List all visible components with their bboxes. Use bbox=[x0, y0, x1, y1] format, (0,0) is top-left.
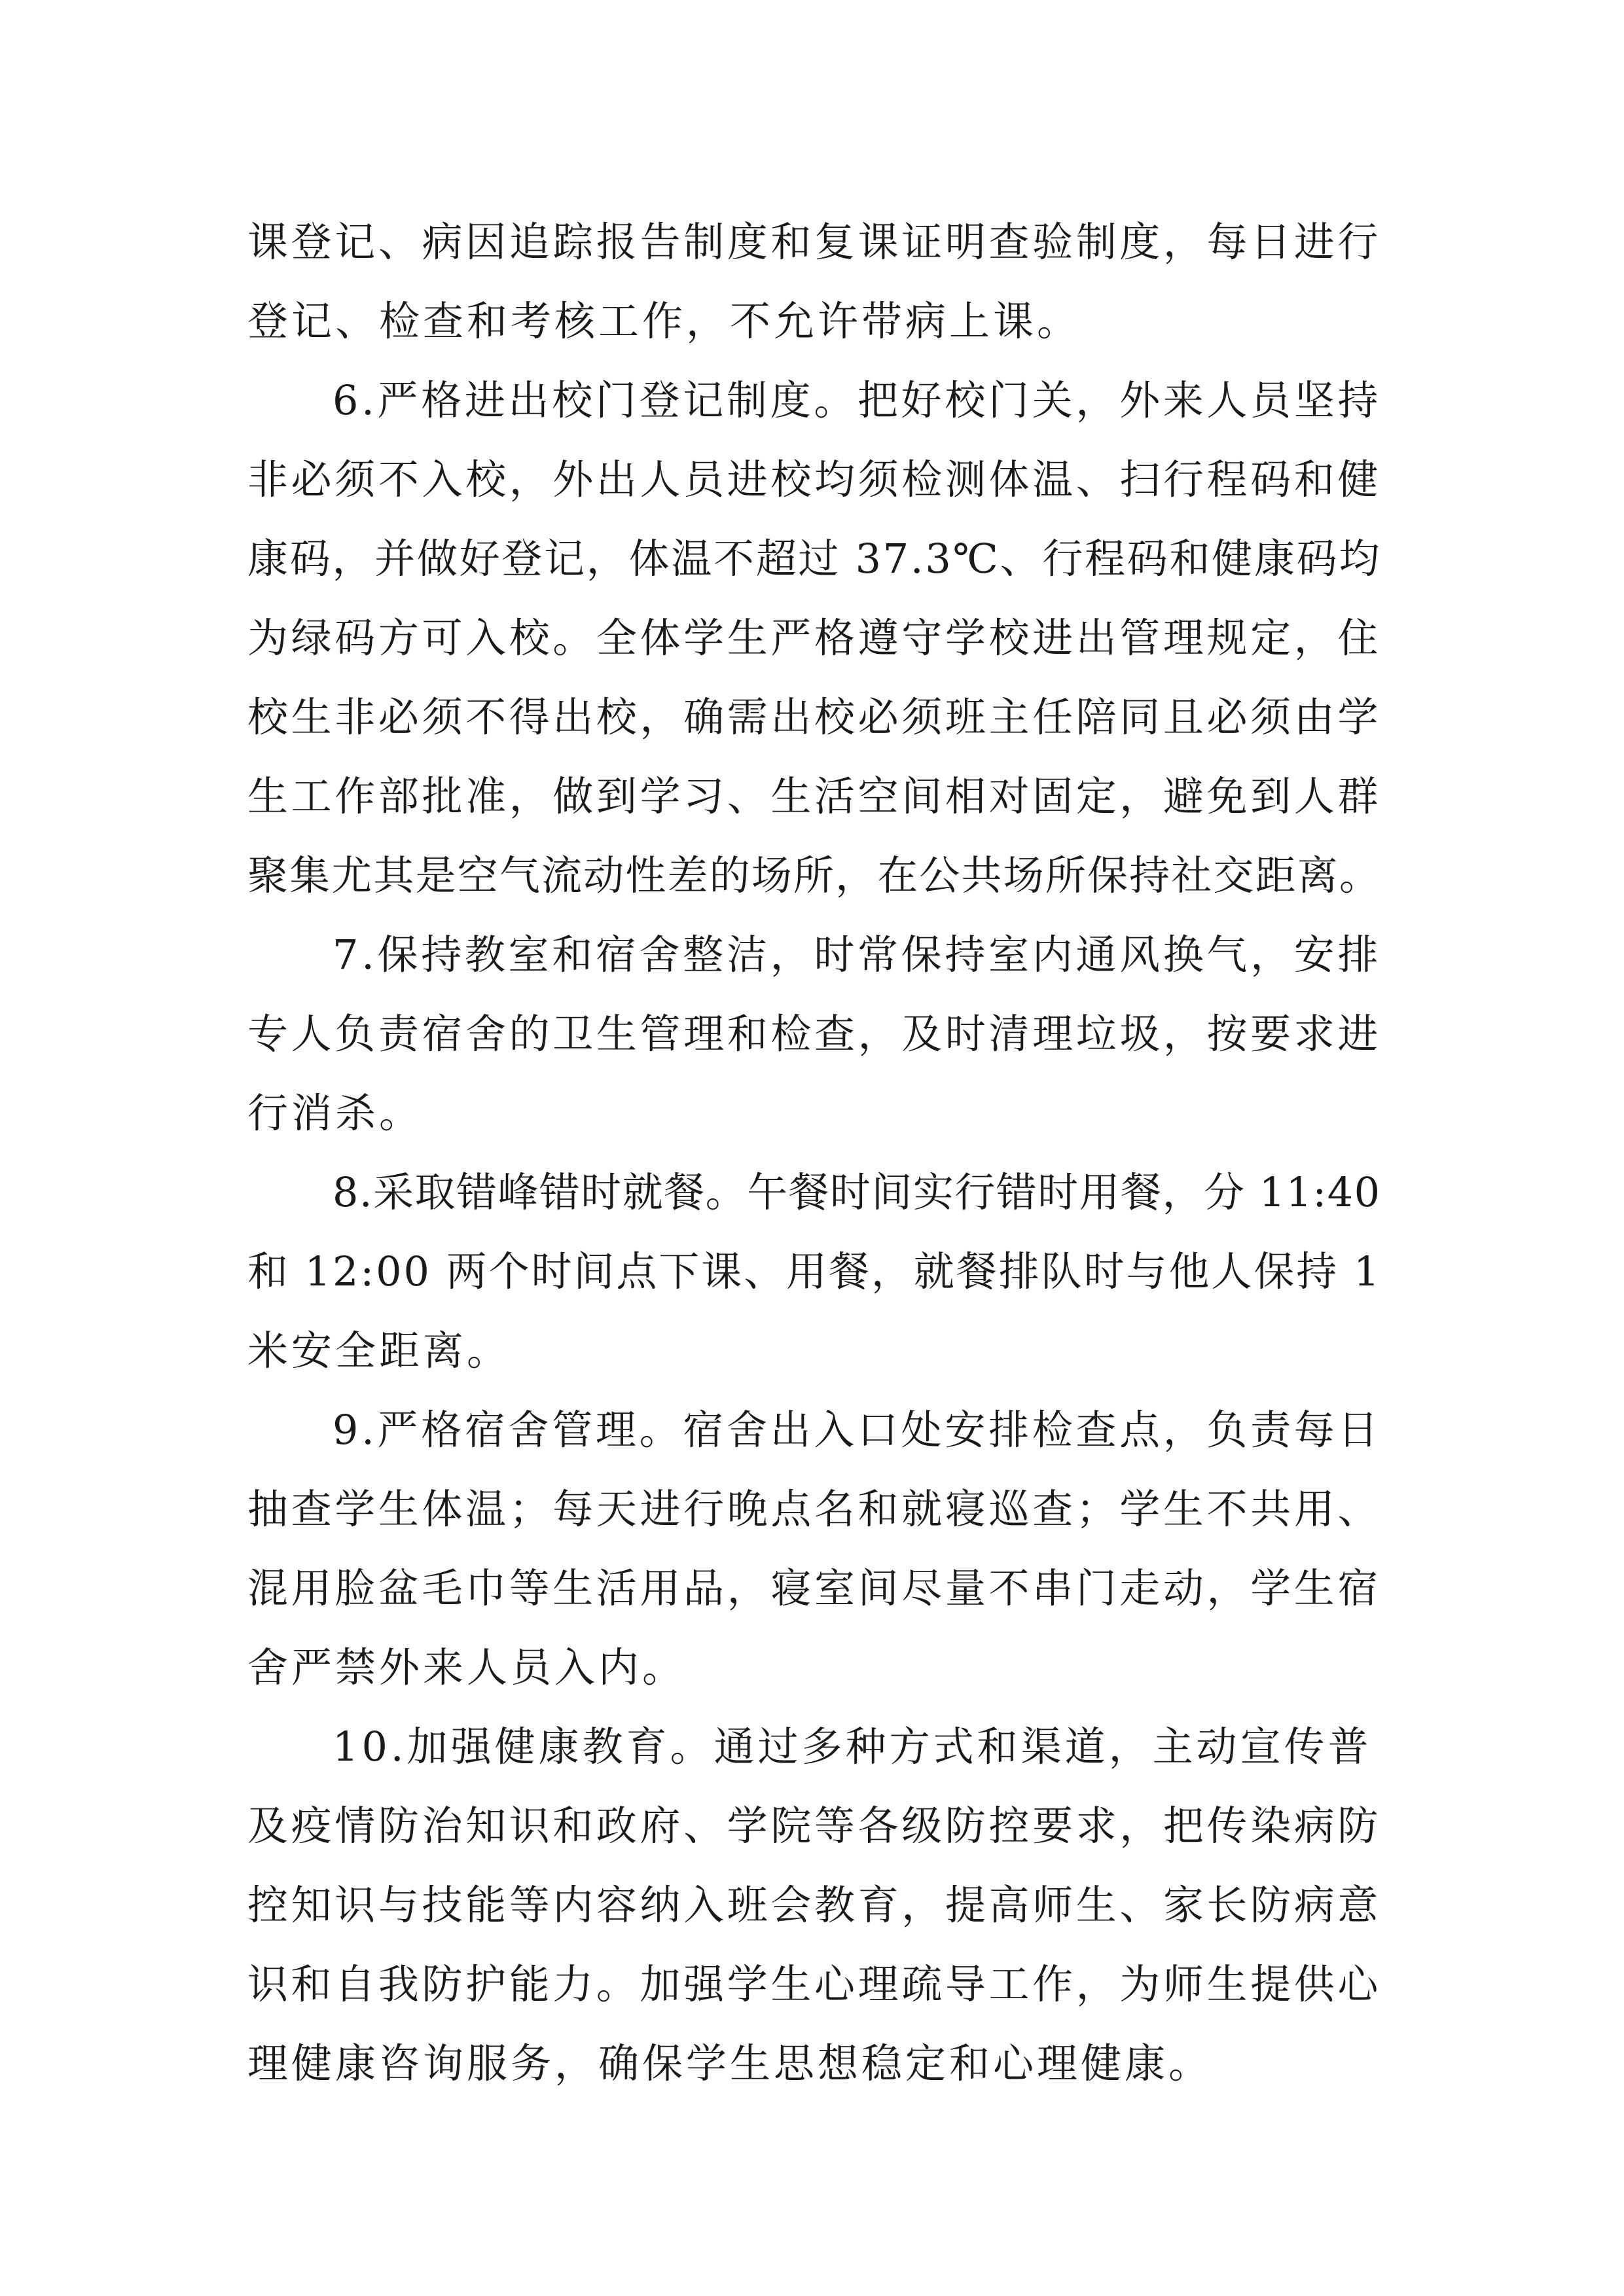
text-line: 理健康咨询服务，确保学生思想稳定和心理健康。 bbox=[247, 2039, 1213, 2087]
text-line: 生工作部批准，做到学习、生活空间相对固定，避免到人群 bbox=[247, 772, 1382, 820]
text-line: 抽查学生体温；每天进行晚点名和就寝巡查；学生不共用、 bbox=[247, 1485, 1382, 1533]
text-line: 舍严禁外来人员入内。 bbox=[247, 1643, 687, 1691]
text-line: 校生非必须不得出校，确需出校必须班主任陪同且必须由学 bbox=[247, 693, 1382, 741]
paragraph-7-start: 7.保持教室和宿舍整洁，时常保持室内通风换气，安排 bbox=[333, 931, 1382, 978]
text-line: 米安全距离。 bbox=[247, 1327, 511, 1374]
text-line: 课登记、病因追踪报告制度和复课证明查验制度，每日进行 bbox=[247, 218, 1382, 266]
text-line: 混用脸盆毛巾等生活用品，寝室间尽量不串门走动，学生宿 bbox=[247, 1564, 1382, 1612]
text-line: 非必须不入校，外出人员进校均须检测体温、扫行程码和健 bbox=[247, 456, 1382, 503]
text-line: 专人负责宿舍的卫生管理和检查，及时清理垃圾，按要求进 bbox=[247, 1010, 1382, 1058]
paragraph-6-start: 6.严格进出校门登记制度。把好校门关，外来人员坚持 bbox=[333, 376, 1382, 424]
paragraph-8-start: 8.采取错峰错时就餐。午餐时间实行错时用餐，分 11:40 bbox=[333, 1168, 1381, 1216]
paragraph-9-start: 9.严格宿舍管理。宿舍出入口处安排检查点，负责每日 bbox=[333, 1406, 1382, 1454]
paragraph-10-start: 10.加强健康教育。通过多种方式和渠道，主动宣传普 bbox=[333, 1723, 1372, 1770]
text-line: 聚集尤其是空气流动性差的场所，在公共场所保持社交距离。 bbox=[247, 852, 1382, 899]
text-line: 及疫情防治知识和政府、学院等各级防控要求，把传染病防 bbox=[247, 1802, 1382, 1850]
text-line: 行消杀。 bbox=[247, 1089, 424, 1137]
text-line: 识和自我防护能力。加强学生心理疏导工作，为师生提供心 bbox=[247, 1960, 1382, 2008]
text-line: 为绿码方可入校。全体学生严格遵守学校进出管理规定，住 bbox=[247, 614, 1382, 662]
text-line: 和 12:00 两个时间点下课、用餐，就餐排队时与他人保持 1 bbox=[247, 1247, 1382, 1295]
text-line: 康码，并做好登记，体温不超过 37.3℃、行程码和健康码均 bbox=[247, 535, 1382, 583]
text-line: 控知识与技能等内容纳入班会教育，提高师生、家长防病意 bbox=[247, 1881, 1382, 1929]
text-line: 登记、检查和考核工作，不允许带病上课。 bbox=[247, 297, 1081, 345]
